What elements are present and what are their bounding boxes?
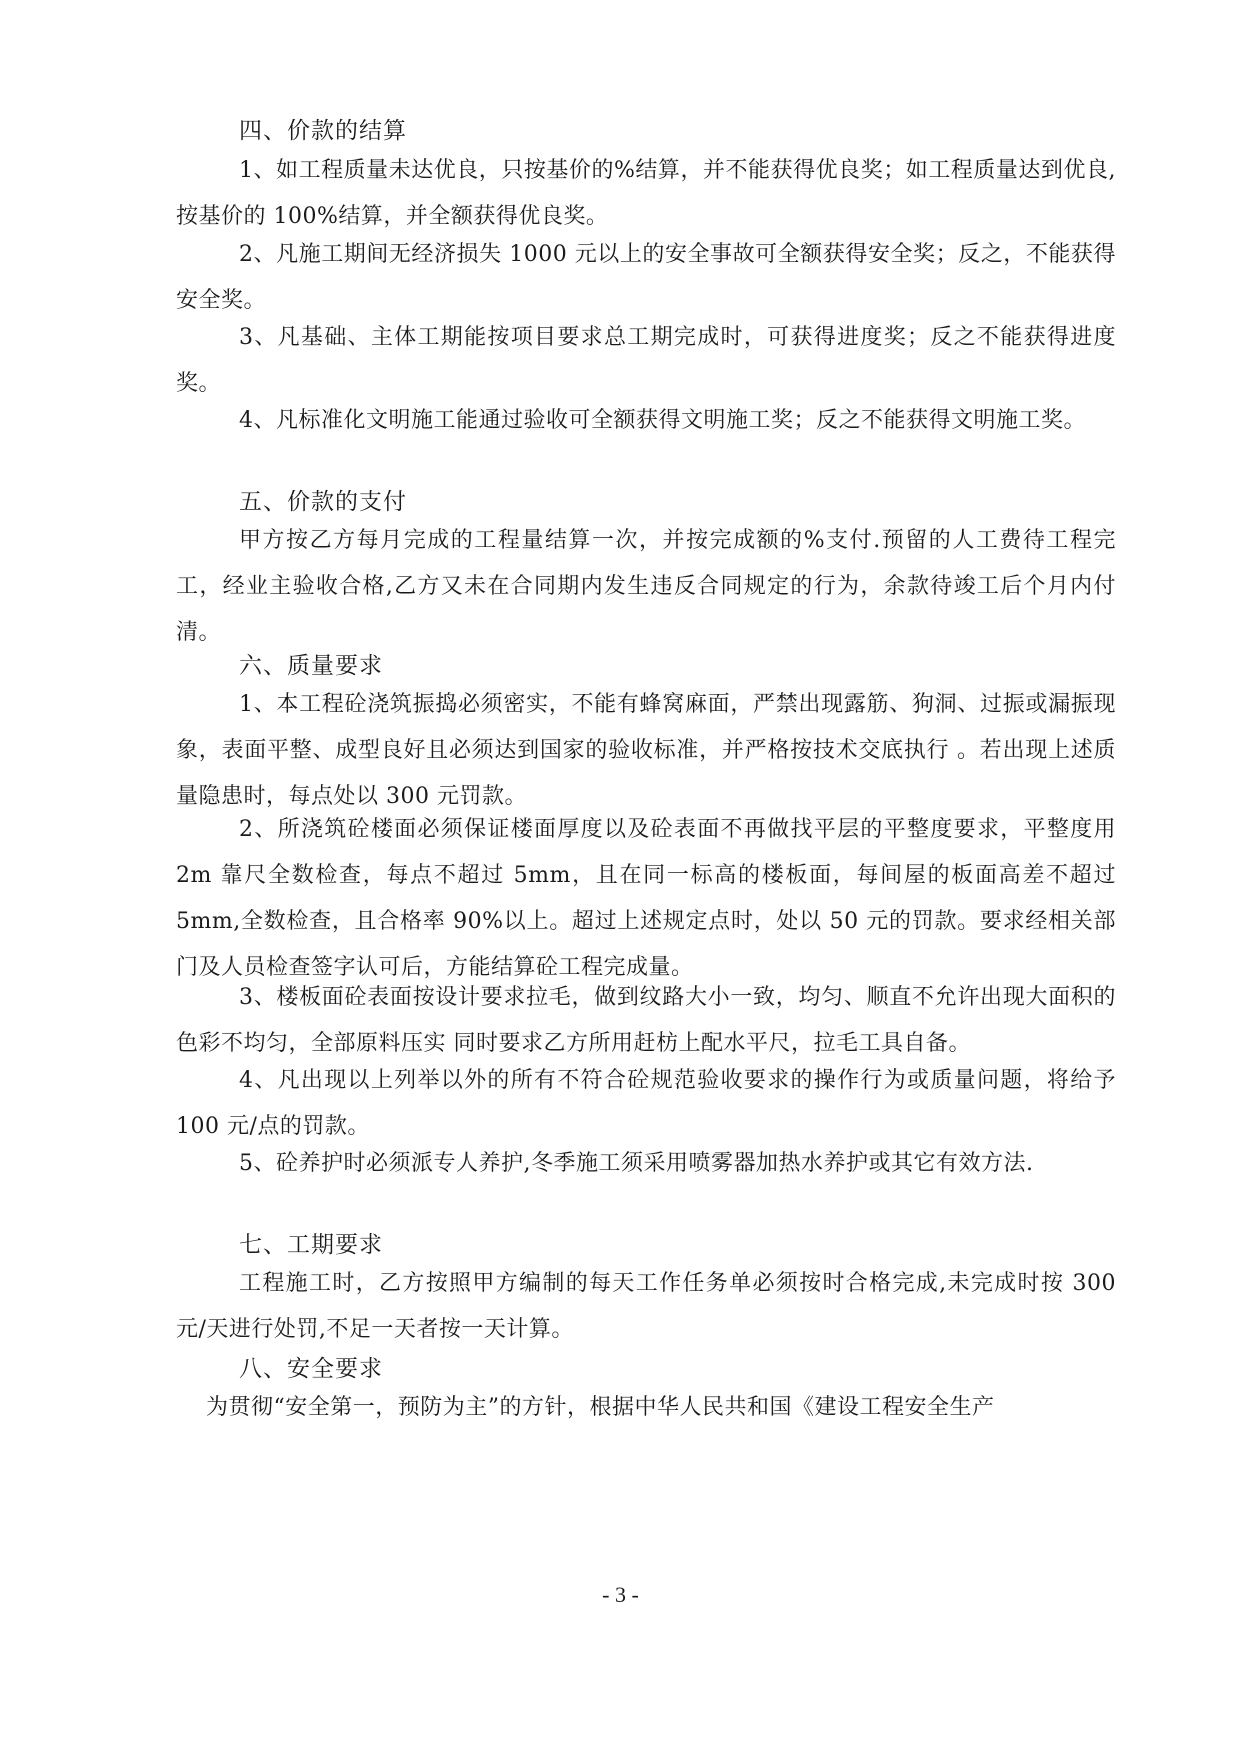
paragraph-payment-1: 甲方按乙方每月完成的工程量结算一次，并按完成额的%支付.预留的人工费待工程完工，经业主验收合格,乙方又未在合同期内发生违反合同规定的行为，余款待竣工后个月内付清。	[176, 528, 1116, 645]
section-heading-quality: 六、质量要求	[239, 653, 383, 679]
paragraph-settlement-1: 1、如工程质量未达优良，只按基价的%结算，并不能获得优良奖；如工程质量达到优良,按基价的 100%结算，并全额获得优良奖。	[176, 158, 1116, 229]
paragraph-settlement-3: 3、凡基础、主体工期能按项目要求总工期完成时，可获得进度奖；反之不能获得进度奖。	[176, 325, 1116, 396]
paragraph-quality-5: 5、砼养护时必须派专人养护,冬季施工须采用喷雾器加热水养护或其它有效方法.	[239, 1151, 1034, 1176]
paragraph-quality-4: 4、凡出现以上列举以外的所有不符合砼规范验收要求的操作行为或质量问题，将给予 100 元/点的罚款。	[176, 1068, 1116, 1139]
paragraph-safety-1: 为贯彻“安全第一，预防为主”的方针，根据中华人民共和国《建设工程安全生产	[206, 1395, 995, 1420]
section-heading-settlement: 四、价款的结算	[239, 118, 407, 144]
paragraph-settlement-4: 4、凡标准化文明施工能通过验收可全额获得文明施工奖；反之不能获得文明施工奖。	[239, 408, 1086, 433]
section-heading-schedule: 七、工期要求	[239, 1232, 383, 1258]
paragraph-quality-1: 1、本工程砼浇筑振捣必须密实，不能有蜂窝麻面，严禁出现露筋、狗洞、过振或漏振现象，表面平整、成型良好且必须达到国家的验收标准，并严格按技术交底执行 。若出现上述质量隐患时，每点处以 300 元罚款。	[176, 692, 1116, 809]
paragraph-quality-2: 2、所浇筑砼楼面必须保证楼面厚度以及砼表面不再做找平层的平整度要求，平整度用 2m 靠尺全数检查，每点不超过 5mm，且在同一标高的楼板面，每间屋的板面高差不超过 5mm,全数检查，且合格率 90%以上。超过上述规定点时，处以 50 元的罚款。要求经相关部门及人员检查签字认可后，方能结算砼工程完成量。	[176, 817, 1116, 980]
section-heading-safety: 八、安全要求	[239, 1356, 383, 1382]
paragraph-settlement-2: 2、凡施工期间无经济损失 1000 元以上的安全事故可全额获得安全奖；反之，不能获得安全奖。	[176, 242, 1116, 313]
section-heading-payment: 五、价款的支付	[239, 489, 407, 515]
paragraph-schedule-1: 工程施工时，乙方按照甲方编制的每天工作任务单必须按时合格完成,未完成时按 300 元/天进行处罚,不足一天者按一天计算。	[176, 1271, 1116, 1342]
paragraph-quality-3: 3、楼板面砼表面按设计要求拉毛，做到纹路大小一致，均匀、顺直不允许出现大面积的色彩不均匀，全部原料压实 同时要求乙方所用赶枋上配水平尺，拉毛工具自备。	[176, 985, 1116, 1056]
page-number: - 3 -	[602, 1582, 639, 1607]
